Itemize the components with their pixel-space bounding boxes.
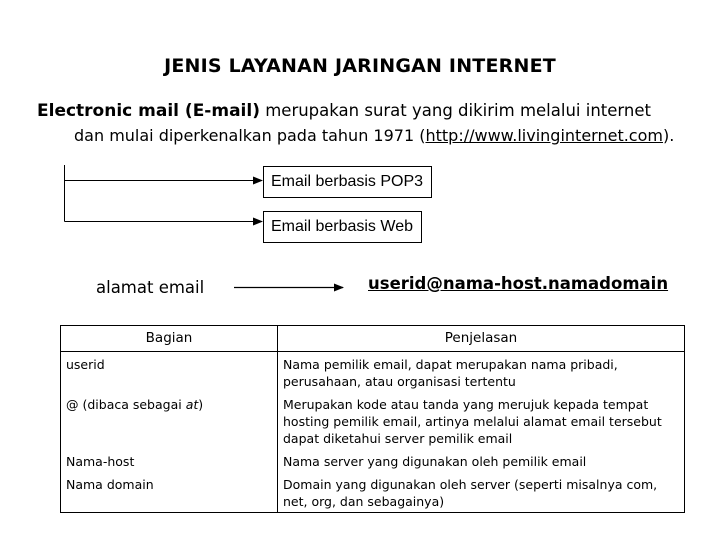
intro-line-1 [37, 101, 651, 121]
intro-text-1: merupakan surat yang dikirim melalui internet [259, 101, 651, 120]
desc-cell: Nama server yang digunakan oleh pemilik email [278, 449, 685, 472]
part-text: Nama-host [66, 454, 135, 469]
header-penjelasan: Penjelasan [278, 326, 685, 352]
desc-cell: Merupakan kode atau tanda yang merujuk kepada tempat hosting pemilik email, artinya melalui alamat email tersebut dapat diketahui server pemilik email [278, 392, 685, 449]
address-label: alamat email [96, 278, 205, 297]
email-term: Electronic mail (E-mail) [37, 101, 260, 121]
intro-text-3: ). [662, 126, 675, 145]
source-link[interactable]: http://www.livinginternet.com [425, 126, 663, 145]
part-cell [61, 449, 278, 472]
part-text: @ (dibaca sebagai [66, 397, 186, 412]
page-title: JENIS LAYANAN JARINGAN INTERNET [164, 55, 556, 77]
web-email-box: Email berbasis Web [263, 211, 422, 243]
part-cell [61, 472, 278, 513]
part-suffix: ) [198, 397, 204, 412]
email-parts-table [60, 325, 685, 513]
intro-text-2: dan mulai diperkenalkan pada tahun 1971 ( [74, 126, 426, 145]
intro-line-2 [74, 126, 674, 145]
part-cell [61, 352, 278, 393]
desc-cell: Domain yang digunakan oleh server (seperti misalnya com, net, org, dan sebagainya) [278, 472, 685, 513]
address-format: userid@nama-host.namadomain [368, 274, 669, 293]
part-text: userid [66, 357, 105, 372]
part-italic: at [185, 397, 199, 412]
desc-cell: Nama pemilik email, dapat merupakan nama pribadi, perusahaan, atau organisasi tertentu [278, 352, 685, 393]
table-header-row [61, 326, 685, 352]
header-bagian: Bagian [61, 326, 278, 352]
table-row [61, 352, 685, 393]
part-cell [61, 392, 278, 449]
part-text: Nama domain [66, 477, 154, 492]
table-row [61, 392, 685, 449]
table-row [61, 472, 685, 513]
pop3-email-box: Email berbasis POP3 [263, 166, 432, 198]
table-row [61, 449, 685, 472]
